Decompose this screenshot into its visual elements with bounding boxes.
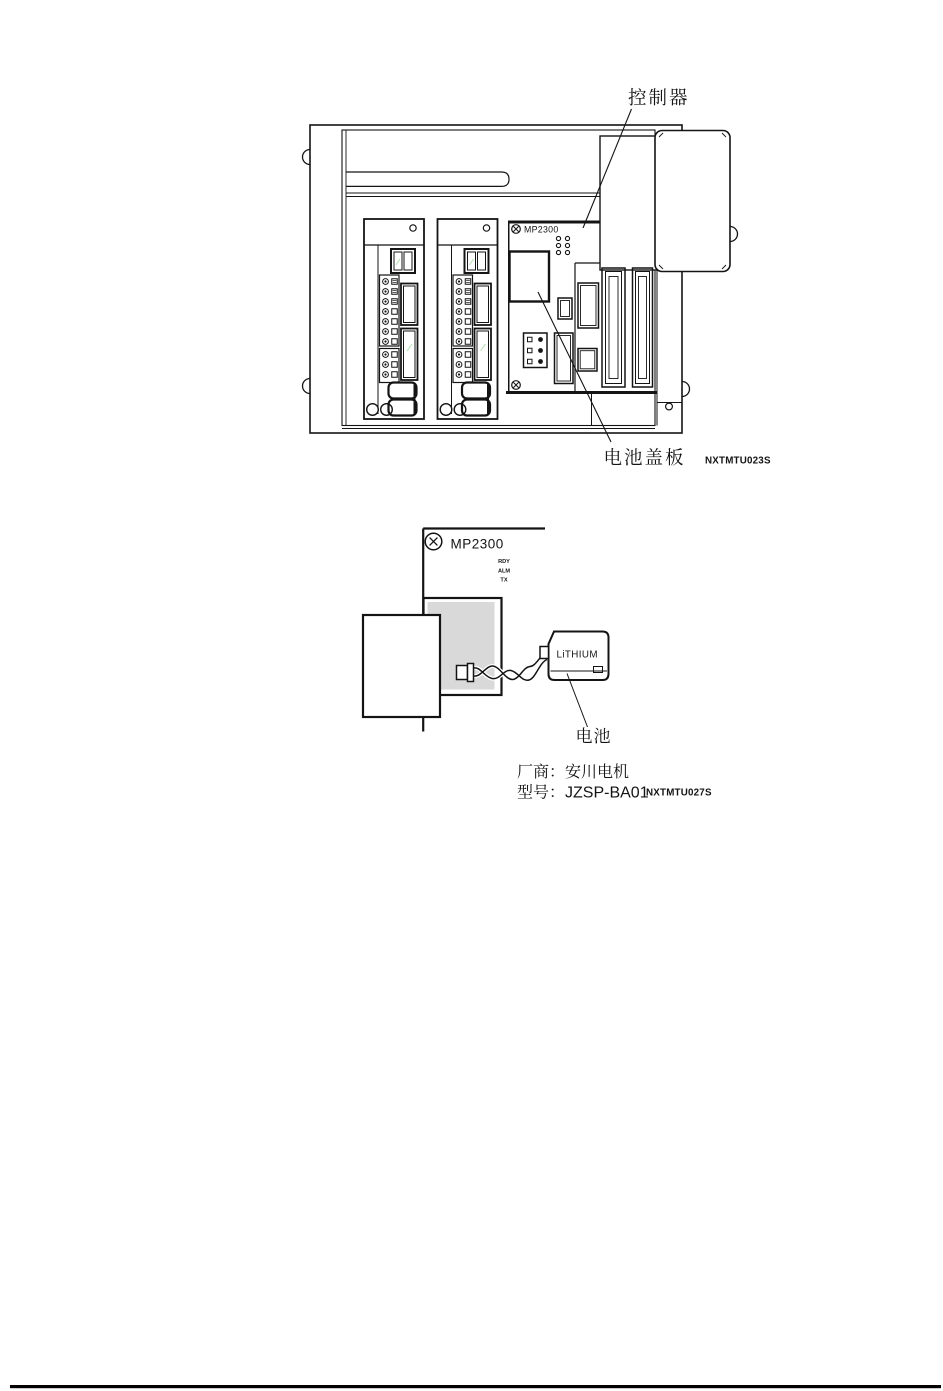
battery-cover-plate: [510, 252, 550, 302]
servo-drive-unit-1: [364, 219, 424, 419]
screw-icon: [512, 225, 521, 234]
option-slot-columns: [602, 268, 653, 387]
controller-model-label: MP2300: [450, 536, 504, 552]
controller-connector: [524, 333, 548, 368]
battery-manufacturer-line: 厂商：安川电机: [517, 764, 630, 781]
screw-icon: [512, 381, 521, 390]
led-indicator-grid: [556, 236, 569, 254]
battery-connector-plug: [457, 664, 474, 682]
lithium-battery: [540, 632, 609, 681]
led-label-rdy: RDY: [498, 559, 510, 565]
battery-brand-text: LiTHIUM: [556, 649, 598, 661]
duct-cover-rounded: [655, 131, 738, 272]
servo-drive-unit-2: [438, 219, 498, 419]
rail-hole: [666, 403, 673, 410]
mounting-tab: [303, 379, 310, 394]
controller-unit-mp2300: [508, 222, 600, 392]
mounting-tab: [730, 227, 738, 242]
figure-id-top: NXTMTU023S: [705, 455, 771, 467]
wiring-duct-vertical: [600, 136, 657, 426]
wiring-duct-horizontal: [346, 172, 600, 197]
battery-callout: 电池: [575, 727, 612, 746]
footer-rule: [10, 1385, 941, 1388]
figure-id-bottom: NXTMTU027S: [646, 787, 712, 799]
battery-holder-block: [363, 615, 440, 717]
led-label-alm: ALM: [497, 568, 511, 575]
controller-model-label: MP2300: [524, 224, 559, 235]
battery-tab: [540, 647, 549, 659]
led-label-tx: TX: [500, 577, 508, 584]
mounting-tab: [682, 382, 690, 397]
battery-model-line: 型号：JZSP-BA01: [517, 784, 649, 802]
figure-cabinet-overview: [303, 87, 771, 468]
mounting-tab: [303, 150, 310, 165]
battery-cover-callout: 电池盖板: [603, 447, 686, 468]
controller-callout: 控制器: [628, 87, 690, 108]
figure-battery-detail: [363, 529, 712, 802]
screw-icon: [425, 533, 442, 550]
battery-leader-line: [567, 674, 588, 728]
